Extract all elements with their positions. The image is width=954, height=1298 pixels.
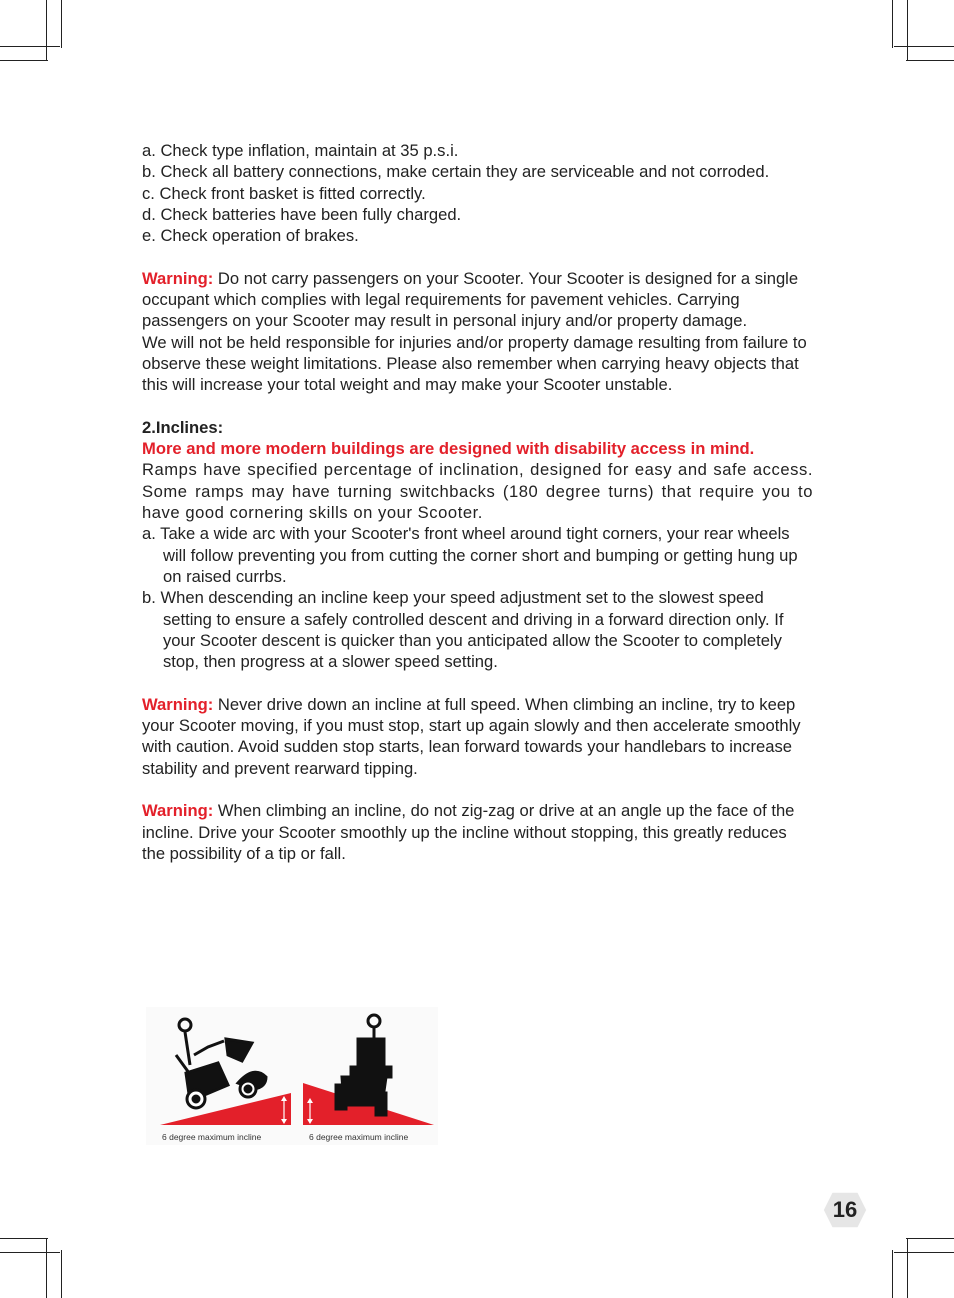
page-number (822, 1191, 868, 1229)
crop-mark (46, 1238, 47, 1298)
crop-mark (61, 0, 62, 48)
warning-passengers (142, 268, 813, 332)
warning-label: Warning: (142, 268, 214, 288)
warning-text: Do not carry passengers on your Scooter. Your Scooter is designed for a single occupant which complies with legal requirements for pavement vehicles. Carrying passengers on your Scooter may result in personal injury and/or property damage. (142, 268, 799, 331)
crop-mark (894, 46, 954, 47)
checklist-item: b. Check all battery connections, make certain they are serviceable and not corroded. (142, 162, 770, 182)
incline-tip: b. When descending an incline keep your speed adjustment set to the slowest speed setting to ensure a safely controlled descent and driving in a forward direction only. If your Scooter descent is quicker than you anticipated allow the Scooter to completely stop, then progress at a slower speed setting. (142, 588, 784, 672)
crop-mark (906, 60, 954, 61)
section-highlight: More and more modern buildings are designed with disability access in mind. (142, 439, 755, 459)
warning-label: Warning: (142, 694, 214, 714)
crop-mark (907, 0, 908, 60)
warning-zigzag (142, 800, 813, 864)
checklist-item: e. Check operation of brakes. (142, 226, 359, 246)
crop-mark (61, 1250, 62, 1298)
warning-text: When climbing an incline, do not zig-zag or drive at an angle up the face of the incline. Drive your Scooter smoothly up the incline without stopping, this greatly reduces the possibility of a tip or fall. (142, 801, 795, 863)
crop-mark (0, 1238, 48, 1239)
incline-illustration (146, 1007, 438, 1145)
ramp-left (160, 1093, 291, 1125)
crop-mark (46, 0, 47, 60)
figure-caption-right: 6 degree maximum incline (309, 1132, 409, 1142)
figure-caption-left: 6 degree maximum incline (162, 1132, 262, 1142)
warning-text: Never drive down an incline at full speed. When climbing an incline, try to keep your Scooter moving, if you must stop, start up again slowly and then accelerate smoothly with caution. Avoid sudden stop starts, lean forward towards your handlebars to increase stability and prevent rearward tipping. (142, 694, 801, 778)
warning-label: Warning: (142, 801, 214, 821)
inclines-intro: Ramps have specified percentage of inclination, designed for easy and safe access. Some ramps may have turning switchbacks (180 degree turns) that require you to have good cornering skills on your Scooter. (142, 460, 813, 523)
crop-mark (892, 0, 893, 48)
crop-mark (0, 46, 60, 47)
checklist-item: a. Check type inflation, maintain at 35 p.s.i. (142, 141, 459, 160)
checklist-item: d. Check batteries have been fully charged. (142, 204, 462, 224)
crop-mark (0, 1252, 60, 1253)
liability-paragraph: We will not be held responsible for injuries and/or property damage resulting from failure to observe these weight limitations. Please also remember when carrying heavy objects that this will increase your total weight and may make your Scooter unstable. (142, 332, 807, 395)
scooter-side-view-icon (176, 1019, 266, 1108)
crop-mark (907, 1238, 908, 1298)
page-number-text: 16 (832, 1197, 858, 1222)
page-content (142, 140, 813, 864)
section-heading: 2.Inclines: (142, 417, 224, 437)
crop-mark (892, 1250, 893, 1298)
incline-tip: a. Take a wide arc with your Scooter's front wheel around tight corners, your rear wheels will follow preventing you from cutting the corner short and bumping or getting hung up on raised currbs. (142, 524, 798, 586)
scooter-front-view-icon (336, 1015, 391, 1115)
pre-ride-checklist (142, 140, 813, 246)
incline-diagram (146, 1007, 438, 1145)
checklist-item: c. Check front basket is fitted correctly. (142, 183, 426, 203)
crop-mark (906, 1238, 954, 1239)
crop-mark (894, 1252, 954, 1253)
warning-speed (142, 694, 813, 779)
crop-mark (0, 60, 48, 61)
